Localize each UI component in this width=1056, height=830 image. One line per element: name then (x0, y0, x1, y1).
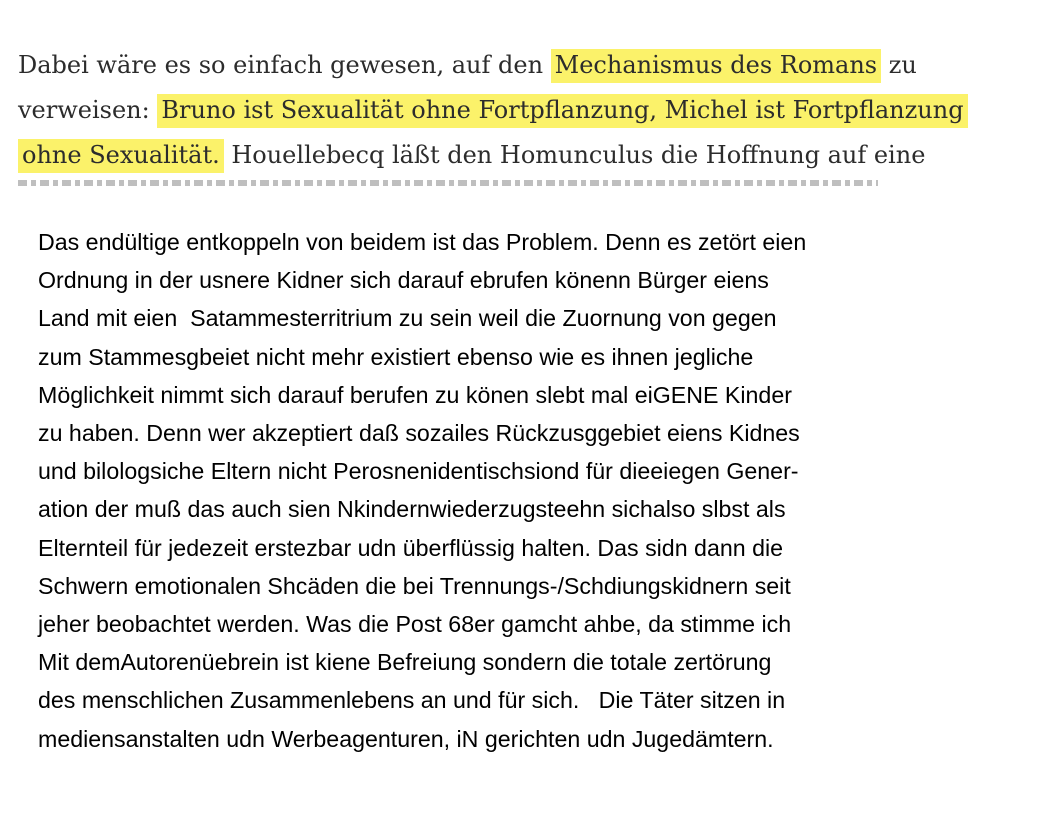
cut-off-text-line (18, 180, 878, 186)
clipping-text: verweisen: (18, 96, 158, 124)
article-clipping (10, 38, 1010, 186)
clipping-text: Houellebecq läßt den Homunculus die Hoffnung auf eine (223, 141, 926, 169)
comment-line: Möglichkeit nimmt sich darauf berufen zu könen slebt mal eiGENE Kinder (38, 381, 792, 408)
comment-line: ation der muß das auch sien Nkindernwiederzugsteehn sichalso slbst als (38, 496, 786, 523)
comment-line: Mit demAutorenüebrein ist kiene Befreiung sondern die totale zertörung (38, 649, 772, 676)
comment-line: Land mit eien Satammesterritrium zu sein weil die Zuornung von gegen (38, 305, 777, 332)
comment-text-block (38, 223, 1028, 758)
clipping-line-3 (18, 138, 925, 172)
clipping-line-1 (18, 48, 917, 82)
comment-line: zu haben. Denn wer akzeptiert daß sozailes Rückzusggebiet eiens Kidnes (38, 420, 800, 447)
comment-line: und bilologsiche Eltern nicht Perosnenidentischsiond für dieeiegen Gener- (38, 458, 799, 485)
highlighted-text: Mechanismus des Romans (551, 49, 881, 83)
clipping-text: zu (881, 51, 917, 79)
clipping-text: Dabei wäre es so einfach gewesen, auf den (18, 51, 551, 79)
comment-line: Elternteil für jedezeit erstezbar udn überflüssig halten. Das sidn dann die (38, 534, 784, 561)
comment-line: Ordnung in der usnere Kidner sich darauf ebrufen könenn Bürger eiens (38, 267, 769, 294)
comment-line: des menschlichen Zusammenlebens an und für sich. Die Täter sitzen in (38, 687, 786, 714)
comment-line: zum Stammesgbeiet nicht mehr existiert ebenso wie es ihnen jegliche (38, 343, 754, 370)
highlighted-text: ohne Sexualität. (18, 139, 224, 173)
clipping-line-2 (18, 93, 968, 127)
highlighted-text: Bruno ist Sexualität ohne Fortpflanzung, Michel ist Fortpflanzung (157, 94, 967, 128)
comment-line: jeher beobachtet werden. Was die Post 68er gamcht ahbe, da stimme ich (38, 611, 792, 638)
comment-line: Das endültige entkoppeln von beidem ist das Problem. Denn es zetört eien (38, 229, 807, 255)
comment-line: mediensanstalten udn Werbeagenturen, iN gerichten udn Jugedämtern. (38, 725, 774, 752)
comment-line: Schwern emotionalen Shcäden die bei Trennungs-/Schdiungskidnern seit (38, 572, 791, 599)
